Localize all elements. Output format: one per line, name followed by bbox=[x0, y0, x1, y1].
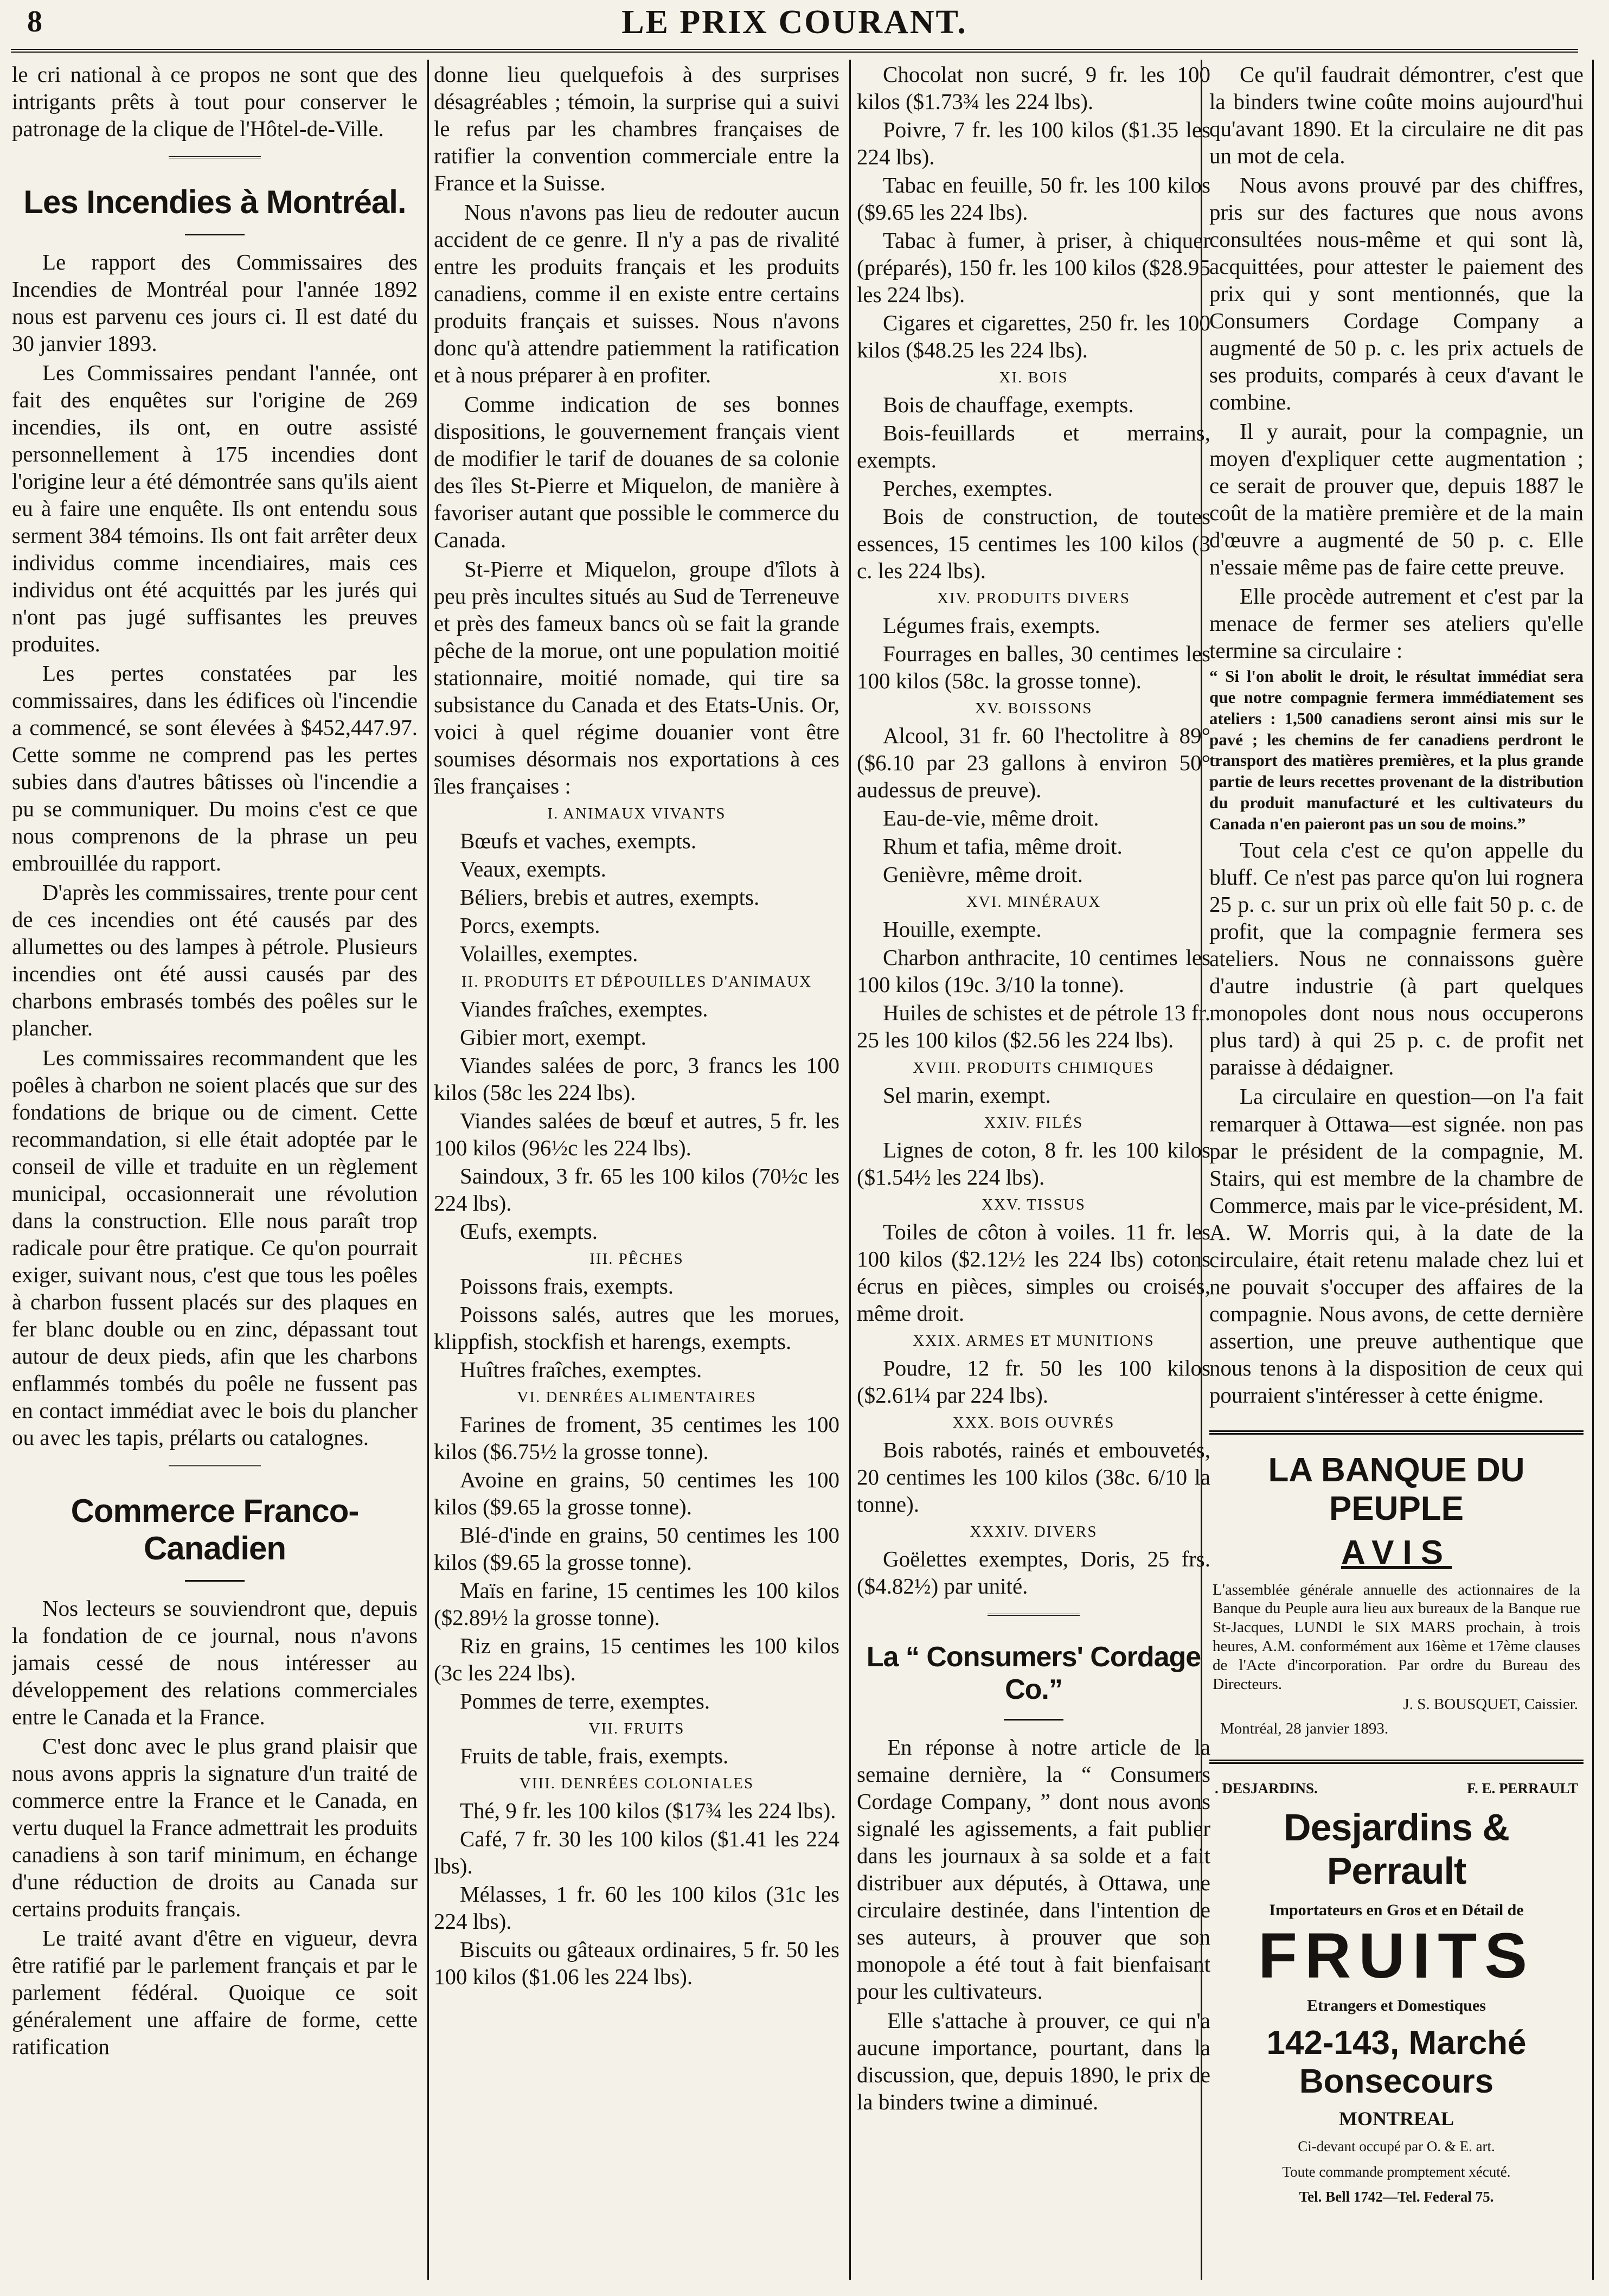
tariff-item: Rhum et tafia, même droit. bbox=[883, 834, 1123, 859]
ad-signature: J. S. BOUSQUET, Caissier. bbox=[1403, 1696, 1578, 1713]
tariff-item: Lignes de coton, 8 fr. les 100 kilos ($1.54½ les 224 lbs). bbox=[857, 1137, 1210, 1189]
tariff-item: Viandes fraîches, exemptes. bbox=[460, 996, 708, 1021]
ad-name-left: . DESJARDINS. bbox=[1215, 1780, 1318, 1797]
tariff-heading: XXX. BOIS OUVRÉS bbox=[952, 1414, 1115, 1431]
tariff-item: Veaux, exempts. bbox=[460, 856, 606, 882]
tariff-item: Viandes salées de bœuf et autres, 5 fr. les 100 kilos (96½c les 224 lbs). bbox=[434, 1108, 839, 1160]
paragraph: Il y aurait, pour la compagnie, un moyen d'expliquer cette augmentation ; ce serait de prouver que, depuis 1887 le coût de la matière première et de la main d'œuvre a augmenté de 50 p. c. Elle n'essaie même pas de faire cette preuve. bbox=[1209, 419, 1584, 580]
paragraph: donne lieu quelquefois à des surprises désagréables ; témoin, la surprise qui a suivi le refus par les chambres françaises de ratifier la convention commerciale entre la France et la Suisse. bbox=[434, 62, 839, 196]
column-3 bbox=[857, 61, 1210, 2280]
tariff-item: Bois de construction, de toutes essences, 15 centimes les 100 kilos (3 c. les 224 lbs). bbox=[857, 504, 1210, 584]
tariff-item: Bœufs et vaches, exempts. bbox=[460, 828, 697, 854]
tariff-item: Viandes salées de porc, 3 francs les 100 kilos (58c les 224 lbs). bbox=[434, 1052, 839, 1105]
section-rule bbox=[169, 156, 261, 158]
advertisement-banque bbox=[1209, 1451, 1584, 1738]
paragraph: Le rapport des Commissaires des Incendies de Montréal pour l'année 1892 nous est parvenu ces jours ci. Il est daté du 30 janvier 1893. bbox=[12, 250, 418, 356]
tariff-item: Charbon anthracite, 10 centimes les 100 kilos (19c. 3/10 la tonne). bbox=[857, 945, 1210, 997]
ad-phones: Tel. Bell 1742—Tel. Federal 75. bbox=[1299, 2189, 1494, 2205]
ad-address: 142-143, Marché Bonsecours bbox=[1266, 2024, 1527, 2101]
ad-city: MONTREAL bbox=[1338, 2108, 1454, 2130]
tariff-item: Huiles de schistes et de pétrole 13 fr. 25 les 100 kilos ($2.56 les 224 lbs). bbox=[857, 1000, 1210, 1053]
tariff-heading: I. ANIMAUX VIVANTS bbox=[547, 805, 726, 823]
tariff-item: Gibier mort, exempt. bbox=[460, 1024, 646, 1050]
quoted-circular: “ Si l'on abolit le droit, le résultat immédiat sera que notre compagnie fermera immédiatement ses ateliers : 1,500 canadiens seront ainsi mis sur le pavé ; les chemins de fer canadiens perdront le transport des matières premières, et la plus grande partie de leurs recettes provenant de la distribution du produit manufacturé et les cultivateurs du Canada n'en paieront pas un sou de moins.” bbox=[1209, 667, 1584, 833]
tariff-item: Poivre, 7 fr. les 100 kilos ($1.35 les 224 lbs). bbox=[857, 117, 1210, 170]
advertisement-desjardins bbox=[1209, 1780, 1584, 2205]
page-number: 8 bbox=[27, 5, 42, 39]
heading-incendies: Les Incendies à Montréal. bbox=[23, 184, 406, 221]
paragraph: Comme indication de ses bonnes dispositions, le gouvernement français vient de modifier le tarif de douanes de sa colonie des îles St-Pierre et Miquelon, de manière à favoriser autant que possible le commerce du Canada. bbox=[434, 392, 839, 553]
tariff-heading: XIV. PRODUITS DIVERS bbox=[937, 590, 1131, 607]
ad-rule bbox=[1209, 1430, 1584, 1435]
rule bbox=[185, 1580, 245, 1582]
tariff-item: Toiles de côton à voiles. 11 fr. les 100 kilos ($2.12½ les 224 lbs) cotons écrus en pièces, simples ou croisés, même droit. bbox=[857, 1219, 1210, 1326]
tariff-heading: XXV. TISSUS bbox=[982, 1195, 1086, 1213]
ad-name-right: F. E. PERRAULT bbox=[1466, 1780, 1578, 1797]
tariff-item: Fruits de table, frais, exempts. bbox=[460, 1743, 729, 1768]
tariff-item: Thé, 9 fr. les 100 kilos ($17¾ les 224 lbs). bbox=[460, 1798, 836, 1823]
paragraph: Nous avons prouvé par des chiffres, pris sur des factures que nous avons consultées nous-même et qui sont là, acquittées, pour attester le paiement des prix qui y sont mentionnés, que la Consumers Cordage Company a augmenté de 50 p. c. les prix actuels de ses produits, comparés à ceux d'avant le combine. bbox=[1209, 172, 1584, 415]
ad-title: LA BANQUE DU PEUPLE bbox=[1268, 1451, 1525, 1527]
tariff-item: Poissons salés, autres que les morues, klippfish, stockfish et harengs, exempts. bbox=[434, 1301, 839, 1354]
page-border bbox=[1592, 60, 1594, 2280]
paragraph: C'est donc avec le plus grand plaisir que nous avons appris la signature d'un traité de commerce entre la France et le Canada, en vertu duquel la France admettrait les produits canadiens à son tarif minimum, en échange d'une réduction de droits au Canada sur certains produits français. bbox=[12, 1733, 418, 1921]
tariff-item: Saindoux, 3 fr. 65 les 100 kilos (70½c les 224 lbs). bbox=[434, 1163, 839, 1216]
tariff-item: Eau-de-vie, même droit. bbox=[883, 805, 1099, 831]
tariff-item: Bois-feuillards et merrains, exempts. bbox=[857, 420, 1210, 473]
section-rule bbox=[988, 1614, 1080, 1616]
tariff-heading: XXXIV. DIVERS bbox=[970, 1523, 1098, 1540]
tariff-heading: III. PÊCHES bbox=[589, 1250, 684, 1268]
paragraph: Nous n'avons pas lieu de redouter aucun accident de ce genre. Il n'y a pas de rivalité entre les produits français et les produits canadiens, comme il en existe entre certains produits français et suisses. Nous n'avons donc qu'à attendre patiemment la ratification et à nous préparer à en profiter. bbox=[434, 200, 839, 388]
tariff-item: Chocolat non sucré, 9 fr. les 100 kilos ($1.73¾ les 224 lbs). bbox=[857, 62, 1210, 114]
tariff-item: Bois rabotés, rainés et embouvetés, 20 centimes les 100 kilos (38c. 6/10 la tonne). bbox=[857, 1437, 1210, 1517]
paragraph: Elle s'attache à prouver, ce qui n'a aucune importance, pourtant, dans la discussion, que, depuis 1890, le prix de la binders twine a diminué. bbox=[857, 2007, 1210, 2114]
tariff-item: Mélasses, 1 fr. 60 les 100 kilos (31c les 224 lbs). bbox=[434, 1881, 839, 1934]
paragraph: Nos lecteurs se souviendront que, depuis la fondation de ce journal, nous n'avons jamais cessé de nous intéresser au développement des relations commerciales entre le Canada et la France. bbox=[12, 1595, 418, 1729]
tariff-item: Houille, exempte. bbox=[883, 917, 1042, 942]
tariff-item: Goëlettes exemptes, Doris, 25 frs. ($4.82½) par unité. bbox=[857, 1546, 1210, 1598]
tariff-item: Maïs en farine, 15 centimes les 100 kilos ($2.89½ la grosse tonne). bbox=[434, 1577, 839, 1630]
tariff-item: Tabac à fumer, à priser, à chiquer (préparés), 150 fr. les 100 kilos ($28.95 les 224 lbs). bbox=[857, 228, 1210, 308]
tariff-item: Béliers, brebis et autres, exempts. bbox=[460, 885, 760, 910]
tariff-item: Genièvre, même droit. bbox=[883, 862, 1083, 887]
tariff-heading: XXIV. FILÉS bbox=[984, 1114, 1084, 1131]
heading-commerce: Commerce Franco-Canadien bbox=[70, 1492, 359, 1566]
column-1 bbox=[12, 61, 418, 2280]
tariff-item: Avoine en grains, 50 centimes les 100 kilos ($9.65 la grosse tonne). bbox=[434, 1467, 839, 1519]
tariff-item: Tabac en feuille, 50 fr. les 100 kilos ($9.65 les 224 lbs). bbox=[857, 172, 1210, 225]
tariff-item: Blé-d'inde en grains, 50 centimes les 100 kilos ($9.65 la grosse tonne). bbox=[434, 1522, 839, 1575]
paragraph: Les commissaires recommandent que les poêles à charbon ne soient placés que sur des fondations de brique ou de ciment. Cette recommandation, si elle était adoptée par le conseil de ville et traduite en un règlement municipal, occasionnerait une révolution dans la construction. Elle nous paraît trop radicale pour être pratique. Ce qu'on pourrait exiger, suivant nous, c'est que tous les poêles à charbon fussent placés sur des plaques en fer blanc double ou en zinc, dépassant tout autour de deux pieds, afin que les charbons enflammés tombés du poêle ne fussent pas en contact immédiat avec le bois du plancher ou avec les tapis, prélarts ou catalognes. bbox=[12, 1045, 418, 1450]
tariff-item: Légumes frais, exempts. bbox=[883, 613, 1100, 638]
tariff-item: Fourrages en balles, 30 centimes les 100 kilos (58c. la grosse tonne). bbox=[857, 641, 1210, 694]
header-rule bbox=[11, 49, 1578, 53]
tariff-item: Riz en grains, 15 centimes les 100 kilos (3c les 224 lbs). bbox=[434, 1633, 839, 1685]
rule bbox=[185, 234, 245, 235]
tariff-item: Huîtres fraîches, exemptes. bbox=[460, 1357, 702, 1382]
paragraph: Ce qu'il faudrait démontrer, c'est que la binders twine coûte moins aujourd'hui qu'avant 1890. Et la circulaire ne dit pas un mot de cela. bbox=[1209, 62, 1584, 169]
tariff-item: Volailles, exemptes. bbox=[460, 941, 638, 967]
column-divider bbox=[849, 60, 851, 2280]
column-2 bbox=[434, 61, 839, 2280]
tariff-item: Farines de froment, 35 centimes les 100 kilos ($6.75½ la grosse tonne). bbox=[434, 1411, 839, 1464]
tariff-heading: II. PRODUITS ET DÉPOUILLES D'ANIMAUX bbox=[461, 973, 812, 990]
tariff-item: Biscuits ou gâteaux ordinaires, 5 fr. 50 les 100 kilos ($1.06 les 224 lbs). bbox=[434, 1936, 839, 1989]
tariff-heading: VIII. DENRÉES COLONIALES bbox=[519, 1774, 754, 1792]
tariff-heading: XVIII. PRODUITS CHIMIQUES bbox=[913, 1059, 1155, 1077]
paragraph: Les pertes constatées par les commissaires, dans les édifices où l'incendie a commencé, se sont élevées à $452,447.97. Cette somme ne comprend pas les pertes subies dans d'autres bâtisses où l'incendie a pu se communiquer. Du moins c'est ce que nous comprenons de la phrase un peu embrouillée du rapport. bbox=[12, 661, 418, 876]
tariff-heading: XXIX. ARMES ET MUNITIONS bbox=[913, 1332, 1155, 1350]
paragraph: Tout cela c'est ce qu'on appelle du bluff. Ce n'est pas parce qu'on lui rognera 25 p. c. sur un prix où elle fait 50 p. c. de profit, que la compagnie fermera ses ateliers. Nous ne connaissons guère d'autre industrie (à part quelques monopoles dont nous nous occuperons plus tard) à qui 25 p. c. de profit net paraisse à dédaigner. bbox=[1209, 837, 1584, 1080]
tariff-heading: VI. DENRÉES ALIMENTAIRES bbox=[517, 1388, 757, 1406]
ad-note: Ci-devant occupé par O. & E. art. bbox=[1298, 2138, 1495, 2155]
tariff-item: Porcs, exempts. bbox=[460, 913, 600, 938]
tariff-heading: XV. BOISSONS bbox=[975, 700, 1093, 718]
tariff-item: Café, 7 fr. 30 les 100 kilos ($1.41 les 224 lbs). bbox=[434, 1826, 839, 1878]
ad-firm: Desjardins & Perrault bbox=[1284, 1806, 1509, 1892]
paragraph: le cri national à ce propos ne sont que des intrigants prêts à tout pour conserver le patronage de la clique de l'Hôtel-de-Ville. bbox=[12, 62, 418, 142]
tariff-item: Cigares et cigarettes, 250 fr. les 100 kilos ($48.25 les 224 lbs). bbox=[857, 310, 1210, 363]
tariff-item: Alcool, 31 fr. 60 l'hectolitre à 89° ($6.10 par 23 gallons à environ 50° audessus de preuve). bbox=[857, 723, 1210, 803]
paragraph: La circulaire en question—on l'a fait remarquer à Ottawa—est signée. non pas par le président de la compagnie, M. Stairs, qui est membre de la chambre de Commerce, mais par le vice-président, M. A. W. Morris qui, à la date de la circulaire, était retenu malade chez lui et ne pouvait s'occuper des affaires de la compagnie. Nous avons, de cette dernière assertion, une preuve authentique que nous tenons à la disposition de ceux qui pourraient s'intéresser à cette énigme. bbox=[1209, 1084, 1584, 1408]
paragraph: Le traité avant d'être en vigueur, devra être ratifié par le parlement français et par le parlement fédéral. Quoique ce soit généralement une affaire de forme, cette ratification bbox=[12, 1925, 418, 2059]
tariff-item: Sel marin, exempt. bbox=[883, 1082, 1051, 1108]
tariff-item: Poudre, 12 fr. 50 les 100 kilos ($2.61¼ par 224 lbs). bbox=[857, 1355, 1210, 1408]
paragraph: Elle procède autrement et c'est par la menace de fermer ses ateliers qu'elle termine sa circulaire : bbox=[1209, 584, 1584, 663]
newspaper-title: LE PRIX COURANT. bbox=[621, 4, 967, 41]
section-rule bbox=[169, 1465, 261, 1467]
column-4 bbox=[1209, 61, 1584, 2280]
ad-place-date: Montréal, 28 janvier 1893. bbox=[1220, 1720, 1389, 1738]
rule bbox=[1004, 1719, 1063, 1721]
paragraph: D'après les commissaires, trente pour cent de ces incendies ont été causés par des allumettes ou des lampes à pétrole. Plusieurs incendies ont été aussi causés par des charbons embrasés tombés des poêles sur le plancher. bbox=[12, 880, 418, 1041]
tariff-item: Poissons frais, exempts. bbox=[460, 1273, 674, 1299]
tariff-item: Pommes de terre, exemptes. bbox=[460, 1688, 710, 1713]
ad-line: Importateurs en Gros et en Détail de bbox=[1269, 1901, 1524, 1920]
ad-body: L'assemblée générale annuelle des actionnaires de la Banque du Peuple aura lieu aux bureaux de la Banque rue St-Jacques, LUNDI le SIX MARS prochain, à trois heures, A.M. conformément aux 16ème et 17ème clauses de l'Acte d'incorporation. Par ordre du Bureau des Directeurs. bbox=[1213, 1581, 1580, 1693]
column-divider bbox=[427, 60, 429, 2280]
ad-note: Toute commande promptement xécuté. bbox=[1282, 2163, 1511, 2180]
ad-rule bbox=[1209, 1760, 1584, 1764]
heading-cordage: La “ Consumers' Cordage Co.” bbox=[866, 1641, 1201, 1705]
tariff-heading: XVI. MINÉRAUX bbox=[966, 893, 1101, 911]
ad-product: FRUITS bbox=[1258, 1920, 1535, 1992]
tariff-heading: XI. BOIS bbox=[999, 369, 1068, 387]
tariff-item: Œufs, exempts. bbox=[460, 1218, 598, 1244]
paragraph: En réponse à notre article de la semaine dernière, la “ Consumers Cordage Company, ” dont nous avons signalé les agissements, a fait publier dans les journaux à sa solde et a fait distribuer aux députés, à Ottawa, une circulaire destinée, dans l'intention de ses auteurs, à prouver que son monopole a été tout à fait bienfaisant pour les cultivateurs. bbox=[857, 1734, 1210, 2004]
tariff-item: Perches, exemptes. bbox=[883, 476, 1053, 501]
paragraph: St-Pierre et Miquelon, groupe d'îlots à peu près incultes situés au Sud de Terreneuve et près des fameux bancs où se fait la grande pêche de la morue, ont une population moitié stationnaire, moitié nomade, qui tire sa subsistance du Canada et des Etats-Unis. Or, voici à quel régime douanier vont être soumises désormais nos exportations à ces îles françaises : bbox=[434, 557, 839, 799]
ad-subtitle: AVIS bbox=[1341, 1533, 1452, 1571]
tariff-heading: VII. FRUITS bbox=[588, 1719, 685, 1737]
ad-line: Etrangers et Domestiques bbox=[1307, 1997, 1486, 2015]
masthead bbox=[11, 0, 1578, 43]
ad-names bbox=[1215, 1780, 1578, 1797]
tariff-item: Bois de chauffage, exempts. bbox=[883, 392, 1134, 418]
paragraph: Les Commissaires pendant l'année, ont fait des enquêtes sur l'origine de 269 incendies, ils ont, en outre assisté personnellement à 175 incendies dont l'origine leur a été démontrée sans qu'ils aient eu à faire une enquête. Ils ont entendu sous serment 384 témoins. Ils ont fait arrêter deux individus comme incendiaires, mais ces individus ont été acquittés par les jurés qui n'ont pas jugé suffisantes les preuves produites. bbox=[12, 360, 418, 657]
